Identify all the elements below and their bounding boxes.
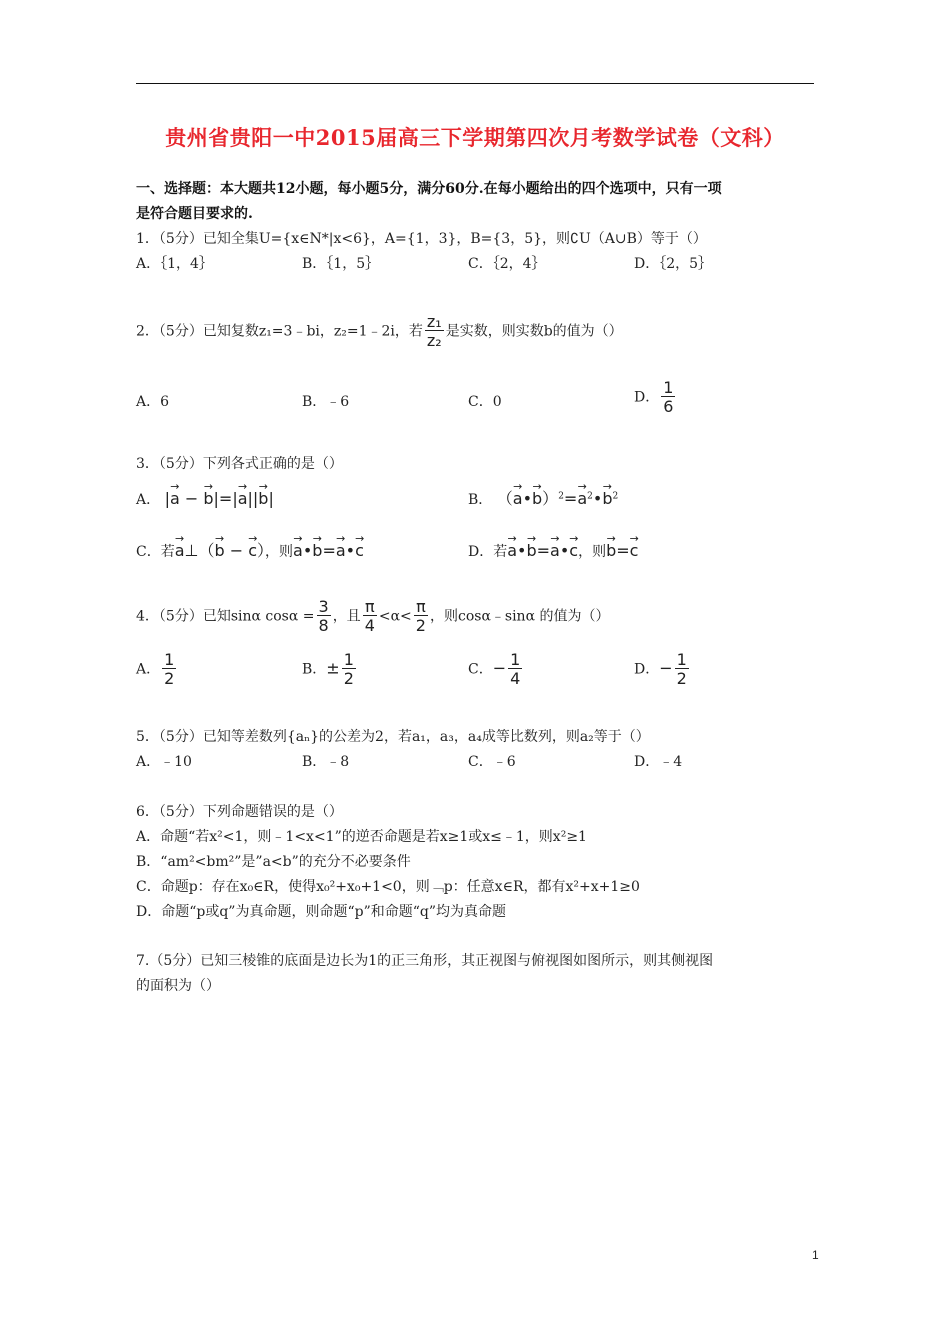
q2-option-a: A．6 <box>136 394 170 410</box>
q6-option-b: B．“am²<bm²”是”a<b”的充分不必要条件 <box>136 854 411 870</box>
section-heading-cont: 是符合题目要求的. <box>136 206 253 222</box>
question-3: 3．（5分）下列各式正确的是（） <box>136 456 343 472</box>
q3-option-c: C．若→ a⊥（→ b − → c），则→ a•→ b=→ a•→ c <box>136 537 364 561</box>
question-6: 6．（5分）下列命题错误的是（） <box>136 804 343 820</box>
q5-option-d: D．﹣4 <box>634 754 683 770</box>
q6-option-a: A．命题“若x²<1，则﹣1<x<1”的逆否命题是若x≥1或x≤﹣1，则x²≥1 <box>136 829 587 845</box>
q3-option-b: B． （→ a•→ $b)^2=\to a^2•\to b^2$ <box>468 485 618 509</box>
q4-option-d: D．− $\frac{1}{2}$ <box>634 650 687 688</box>
q3-option-a: A． |→ a − → b|=|→ a||→ b| <box>136 485 274 509</box>
q2-fraction: $\frac{\text{z₁}}{\text{z₂}}$ <box>426 312 442 350</box>
q2-option-d: D． $\frac{1}{6}$ <box>634 378 674 416</box>
q5-option-b: B．﹣8 <box>302 754 350 770</box>
question-4: 4．（5分）已知sinα cosα = $\frac{3}{8}$ ，且 $\frac{\pi}{4}$ <α< $\frac{\pi}{2}$ ，则cosα﹣sinα 的值为（） <box>136 597 610 635</box>
q5-option-c: C．﹣6 <box>468 754 516 770</box>
q1-option-d: D．｛2，5｝ <box>634 256 713 272</box>
question-7: 7.（5分）已知三棱锥的底面是边长为1的正三角形，其正视图与俯视图如图所示，则其侧视图 <box>136 953 714 969</box>
question-2: 2．（5分）已知复数z₁=3﹣bi，z₂=1﹣2i，若 $\frac{\text{z₁}}{\text{z₂}}$ 是实数，则实数b的值为（） <box>136 312 623 350</box>
q2-option-c: C．0 <box>468 394 502 410</box>
q5-option-a: A．﹣10 <box>136 754 192 770</box>
q1-option-c: C．｛2，4｝ <box>468 256 546 272</box>
question-7-cont: 的面积为（） <box>136 978 220 994</box>
q2-option-b: B．﹣6 <box>302 394 350 410</box>
page-number: 1 <box>812 1248 819 1262</box>
q6-option-d: D．命题“p或q”为真命题，则命题“p”和命题“q”均为真命题 <box>136 904 507 920</box>
q4-option-c: C．− $\frac{1}{4}$ <box>468 650 521 688</box>
header-rule <box>136 83 814 84</box>
q4-option-a: A． $\frac{1}{2}$ <box>136 650 175 688</box>
section-heading: 一、选择题：本大题共12小题，每小题5分，满分60分.在每小题给出的四个选项中，只有一项 <box>136 181 722 197</box>
page-title: 贵州省贵阳一中2015届高三下学期第四次月考数学试卷（文科） <box>165 125 785 150</box>
question-1: 1．（5分）已知全集U={x∈N*|x<6}，A={1，3}，B={3，5}，则∁U（A∪B）等于（） <box>136 231 707 247</box>
q6-option-c: C．命题p：存在x₀∈R，使得x₀²+x₀+1<0，则﹁p：任意x∈R，都有x²+x+1≥0 <box>136 879 640 895</box>
question-5: 5．（5分）已知等差数列{aₙ}的公差为2，若a₁，a₃，a₄成等比数列，则a₂等于（） <box>136 729 650 745</box>
q1-option-b: B．｛1，5｝ <box>302 256 380 272</box>
q1-option-a: A．｛1，4｝ <box>136 256 213 272</box>
q3-option-d: D．若→ a•→ b=→ a•→ c，则→ b=→ c <box>468 537 638 561</box>
q4-option-b: B．± $\frac{1}{2}$ <box>302 650 354 688</box>
